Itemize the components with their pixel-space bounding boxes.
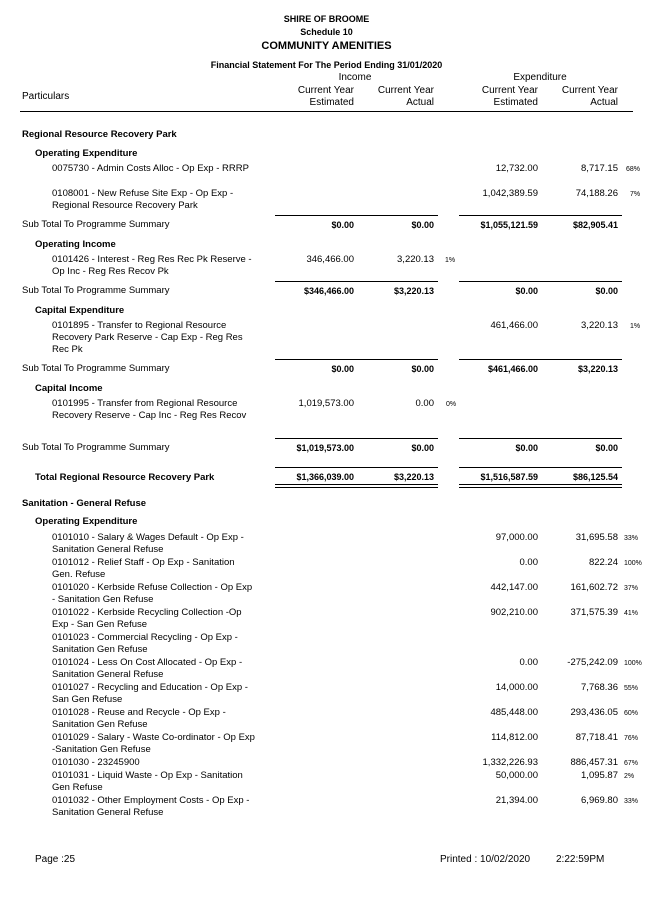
inc-pct: 0% [446,401,457,408]
total-label: Total Regional Resource Recovery Park [35,472,215,483]
subtotal-inc-act: $3,220.13 [393,286,434,296]
total-rule-income [275,467,438,468]
exp-act-value: 161,602.72 [570,582,618,593]
subtotal-inc-act: $0.00 [411,220,434,230]
exp-pct: 100% [624,560,642,567]
subtotal-rule-income [275,359,438,360]
group-heading: Operating Expenditure [35,148,138,159]
printed-date: Printed : 10/02/2020 [440,854,531,865]
line-item-desc: 0101020 - Kerbside Refuse Collection - Op Exp - Sanitation Gen Refuse [52,582,253,605]
line-item-desc: 0101023 - Commercial Recycling - Op Exp - Sanitation Gen Refuse [52,632,238,655]
exp-act-value: 1,095.87 [581,770,618,781]
line-item-desc: 0101012 - Relief Staff - Op Exp - Sanitation Gen. Refuse [52,557,235,580]
subtotal-exp-act: $0.00 [595,286,618,296]
exp-pct: 60% [624,710,639,717]
exp-est-value: 1,042,389.59 [482,188,538,199]
exp-act-value: 87,718.41 [575,732,618,743]
total-inc-est: $1,366,039.00 [296,472,354,482]
exp-pct: 2% [624,773,635,780]
subtotal-rule-expenditure [459,281,622,282]
subtotal-rule-expenditure [459,215,622,216]
exp-act-header-2: Actual [590,97,618,108]
subtotal-inc-est: $1,019,573.00 [296,443,354,453]
exp-act-value: 31,695.58 [575,532,618,543]
exp-est-value: 21,394.00 [495,795,538,806]
inc-act-value: 3,220.13 [397,254,434,265]
exp-act-value: 7,768.36 [581,682,618,693]
line-item-desc: 0108001 - New Refuse Site Exp - Op Exp - Regional Resource Recovery Park [52,188,234,211]
exp-act-header-1: Current Year [561,85,618,96]
group-heading: Operating Income [35,239,116,250]
exp-est-value: 97,000.00 [495,532,538,543]
subtotal-exp-est: $1,055,121.59 [480,220,538,230]
org-name: SHIRE OF BROOME [283,14,370,24]
exp-pct: 33% [624,798,639,805]
line-item-desc: 0101030 - 23245900 [52,757,140,768]
exp-est-value: 114,812.00 [491,732,538,743]
line-item-desc: 0101032 - Other Employment Costs - Op Exp - Sanitation General Refuse [52,795,250,818]
section-title: Sanitation - General Refuse [22,498,147,509]
inc-est-header-2: Estimated [309,97,354,108]
subtotal-label: Sub Total To Programme Summary [22,363,170,374]
exp-pct: 76% [624,735,639,742]
exp-pct: 7% [630,191,641,198]
exp-est-value: 0.00 [519,557,538,568]
exp-est-value: 12,732.00 [495,163,538,174]
total-double-rule-income [275,484,438,488]
exp-act-value: 74,188.26 [575,188,618,199]
exp-act-value: 6,969.80 [581,795,618,806]
particulars-header: Particulars [22,91,70,102]
total-inc-act: $3,220.13 [393,472,434,482]
exp-est-header-1: Current Year [481,85,538,96]
exp-pct: 33% [624,535,639,542]
line-item-desc: 0101029 - Salary - Waste Co-ordinator - Op Exp -Sanitation Gen Refuse [52,732,255,755]
exp-pct: 55% [624,685,639,692]
schedule-label: Schedule 10 [300,27,353,37]
exp-est-value: 50,000.00 [495,770,538,781]
exp-pct: 37% [624,585,639,592]
section-title: Regional Resource Recovery Park [22,129,177,140]
exp-pct: 68% [626,166,641,173]
subtotal-rule-expenditure [459,438,622,439]
subtotal-inc-est: $0.00 [331,220,354,230]
exp-est-value: 14,000.00 [495,682,538,693]
line-item-desc: 0101022 - Kerbside Recycling Collection -Op Exp - San Gen Refuse [52,607,242,630]
printed-time: 2:22:59PM [556,854,605,865]
line-item-desc: 0101028 - Reuse and Recycle - Op Exp - Sanitation Gen Refuse [52,707,226,730]
inc-est-value: 346,466.00 [306,254,354,265]
exp-act-value: 3,220.13 [581,320,618,331]
subtotal-exp-act: $82,905.41 [572,220,618,230]
exp-act-value: 371,575.39 [570,607,618,618]
subtotal-inc-act: $0.00 [411,364,434,374]
exp-est-value: 442,147.00 [490,582,538,593]
line-item-desc: 0101027 - Recycling and Education - Op Exp - San Gen Refuse [52,682,248,705]
inc-est-header-1: Current Year [297,85,354,96]
exp-pct: 1% [630,323,641,330]
page-number: Page :25 [35,854,76,865]
subtotal-exp-est: $0.00 [515,443,538,453]
subtotal-label: Sub Total To Programme Summary [22,442,170,453]
report-title: COMMUNITY AMENITIES [261,40,392,52]
group-heading: Operating Expenditure [35,516,138,527]
line-item-desc: 0075730 - Admin Costs Alloc - Op Exp - RRRP [52,163,249,174]
total-double-rule-expenditure [459,484,622,488]
exp-est-value: 902,210.00 [490,607,538,618]
inc-act-value: 0.00 [415,398,434,409]
subtotal-rule-income [275,438,438,439]
exp-pct: 41% [624,610,639,617]
exp-act-value: -275,242.09 [567,657,618,668]
subtotal-label: Sub Total To Programme Summary [22,285,170,296]
subtotal-inc-act: $0.00 [411,443,434,453]
subtotal-rule-income [275,215,438,216]
subtotal-exp-est: $0.00 [515,286,538,296]
inc-est-value: 1,019,573.00 [298,398,354,409]
inc-act-header-1: Current Year [377,85,434,96]
expenditure-header: Expenditure [513,72,567,83]
inc-pct: 1% [445,257,456,264]
exp-act-value: 822.24 [588,557,618,568]
income-header: Income [338,72,372,83]
total-exp-act: $86,125.54 [572,472,618,482]
exp-pct: 100% [624,660,642,667]
group-heading: Capital Expenditure [35,305,125,316]
group-heading: Capital Income [35,383,103,394]
subtotal-exp-act: $0.00 [595,443,618,453]
exp-est-value: 461,466.00 [490,320,538,331]
line-item-desc: 0101426 - Interest - Reg Res Rec Pk Reserve - Op Inc - Reg Res Recov Pk [52,254,252,277]
line-item-desc: 0101010 - Salary & Wages Default - Op Exp - Sanitation General Refuse [52,532,244,555]
total-exp-est: $1,516,587.59 [480,472,538,482]
line-item-desc: 0101024 - Less On Cost Allocated - Op Exp - Sanitation General Refuse [52,657,243,680]
inc-act-header-2: Actual [406,97,434,108]
exp-est-value: 0.00 [519,657,538,668]
subtotal-rule-income [275,281,438,282]
subtotal-exp-est: $461,466.00 [487,364,538,374]
header-rule [20,111,633,112]
report-subtitle: Financial Statement For The Period Ending 31/01/2020 [210,60,443,70]
exp-act-value: 886,457.31 [570,757,618,768]
subtotal-label: Sub Total To Programme Summary [22,219,170,230]
subtotal-exp-act: $3,220.13 [577,364,618,374]
exp-act-value: 293,436.05 [570,707,618,718]
exp-est-header-2: Estimated [493,97,538,108]
exp-pct: 67% [624,760,639,767]
exp-est-value: 485,448.00 [490,707,538,718]
exp-act-value: 8,717.15 [581,163,618,174]
line-item-desc: 0101895 - Transfer to Regional Resource Recovery Park Reserve - Cap Exp - Reg Res Rec Pk [52,320,243,355]
subtotal-inc-est: $346,466.00 [303,286,354,296]
subtotal-inc-est: $0.00 [331,364,354,374]
exp-est-value: 1,332,226.93 [482,757,538,768]
total-rule-expenditure [459,467,622,468]
subtotal-rule-expenditure [459,359,622,360]
line-item-desc: 0101031 - Liquid Waste - Op Exp - Sanitation Gen Refuse [52,770,243,793]
line-item-desc: 0101995 - Transfer from Regional Resource Recovery Reserve - Cap Inc - Reg Res Recov [52,398,247,421]
